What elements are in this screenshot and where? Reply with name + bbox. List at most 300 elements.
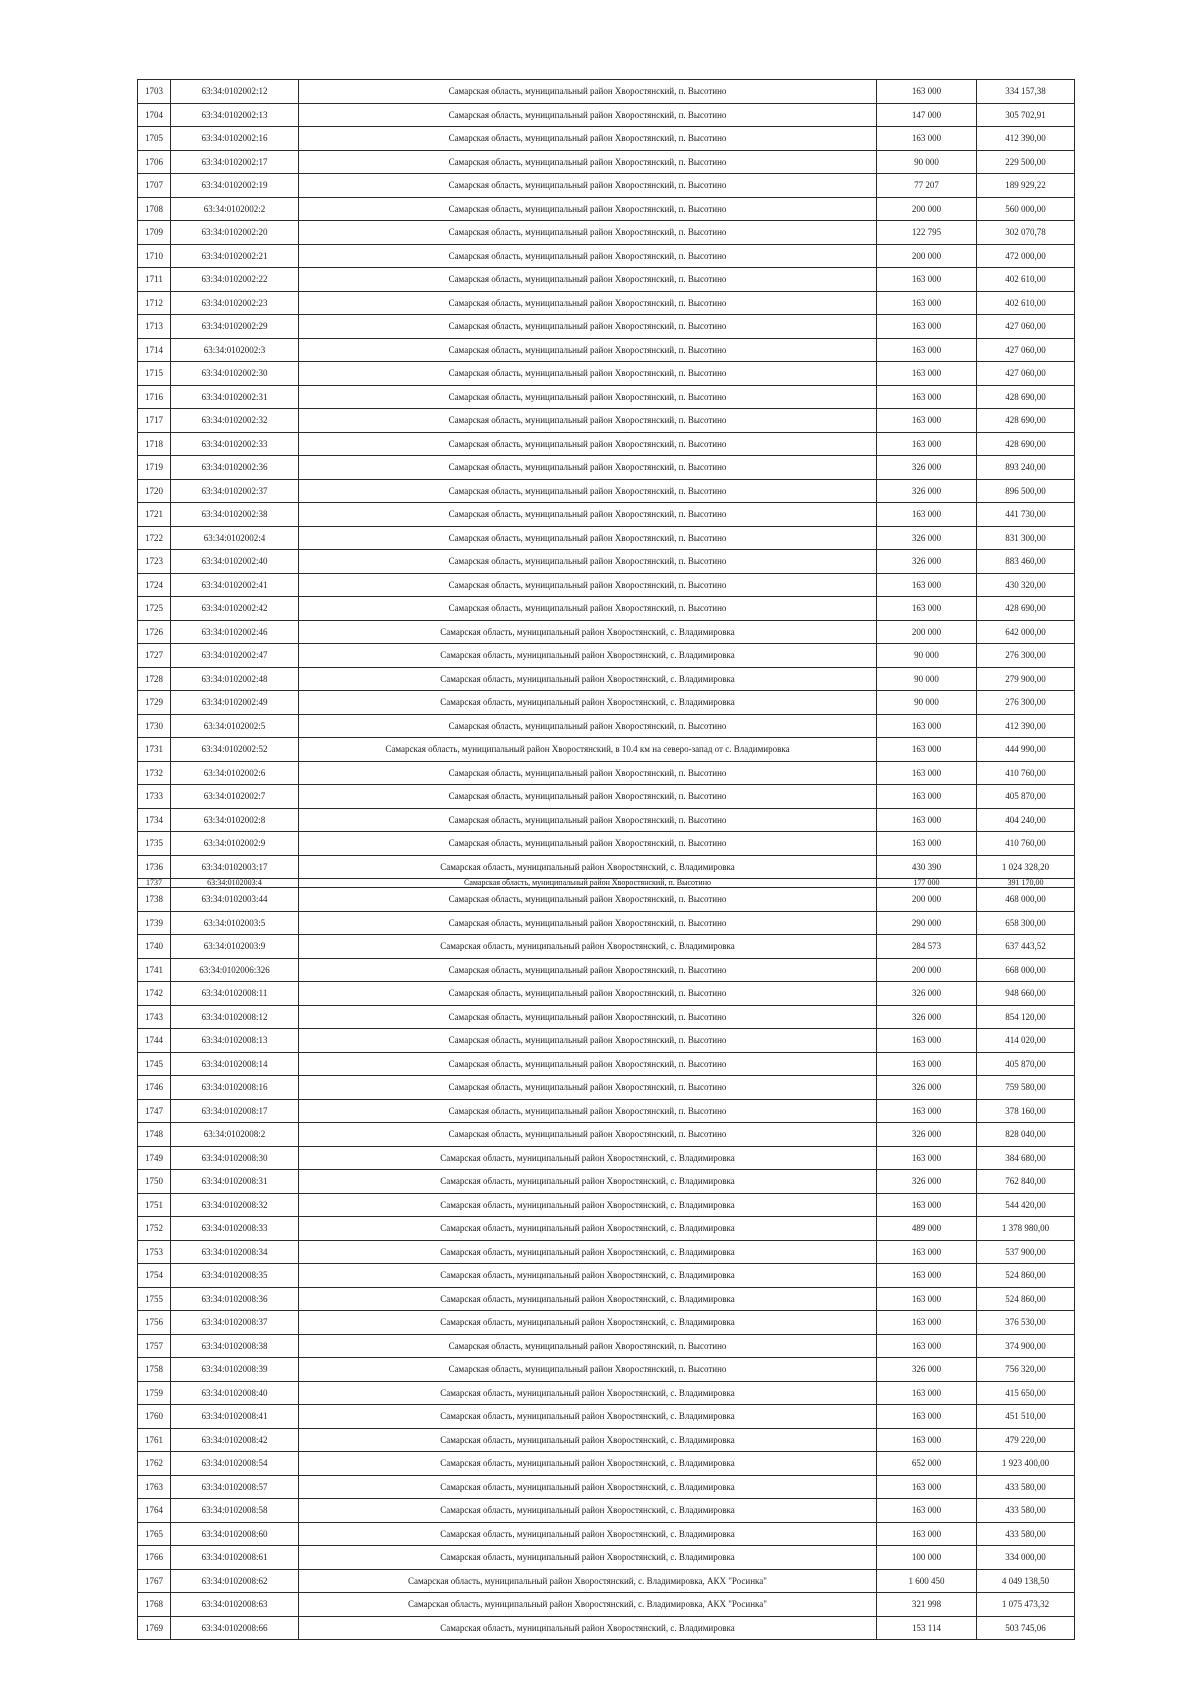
cadastral-value-cell: 410 760,00 <box>977 832 1075 856</box>
table-row <box>138 1405 1075 1429</box>
area-cell: 163 000 <box>877 1334 977 1358</box>
area-cell: 163 000 <box>877 832 977 856</box>
cadastral-value-cell: 1 378 980,00 <box>977 1217 1075 1241</box>
row-number-cell: 1750 <box>138 1170 171 1194</box>
cadastral-number-cell: 63:34:0102003:4 <box>171 879 299 888</box>
row-number-cell: 1706 <box>138 150 171 174</box>
row-number-cell: 1735 <box>138 832 171 856</box>
cadastral-value-cell: 441 730,00 <box>977 503 1075 527</box>
address-cell: Самарская область, муниципальный район Хворостянский, п. Высотино <box>299 958 877 982</box>
table-row <box>138 785 1075 809</box>
cadastral-number-cell: 63:34:0102008:41 <box>171 1405 299 1429</box>
area-cell: 163 000 <box>877 432 977 456</box>
address-cell: Самарская область, муниципальный район Хворостянский, с. Владимировка <box>299 1311 877 1335</box>
row-number-cell: 1713 <box>138 315 171 339</box>
row-number-cell: 1765 <box>138 1522 171 1546</box>
row-number-cell: 1761 <box>138 1428 171 1452</box>
cadastral-value-cell: 642 000,00 <box>977 620 1075 644</box>
table-row <box>138 667 1075 691</box>
address-cell: Самарская область, муниципальный район Хворостянский, с. Владимировка <box>299 1240 877 1264</box>
row-number-cell: 1768 <box>138 1593 171 1617</box>
address-cell: Самарская область, муниципальный район Хворостянский, п. Высотино <box>299 761 877 785</box>
area-cell: 163 000 <box>877 1099 977 1123</box>
table-row <box>138 103 1075 127</box>
row-number-cell: 1725 <box>138 597 171 621</box>
row-number-cell: 1715 <box>138 362 171 386</box>
row-number-cell: 1769 <box>138 1616 171 1640</box>
address-cell: Самарская область, муниципальный район Хворостянский, п. Высотино <box>299 1123 877 1147</box>
address-cell: Самарская область, муниципальный район Хворостянский, с. Владимировка <box>299 1193 877 1217</box>
row-number-cell: 1717 <box>138 409 171 433</box>
cadastral-value-cell: 503 745,06 <box>977 1616 1075 1640</box>
row-number-cell: 1741 <box>138 958 171 982</box>
area-cell: 163 000 <box>877 808 977 832</box>
area-cell: 163 000 <box>877 503 977 527</box>
cadastral-number-cell: 63:34:0102003:9 <box>171 935 299 959</box>
area-cell: 163 000 <box>877 573 977 597</box>
row-number-cell: 1708 <box>138 197 171 221</box>
area-cell: 326 000 <box>877 479 977 503</box>
cadastral-number-cell: 63:34:0102008:36 <box>171 1287 299 1311</box>
row-number-cell: 1726 <box>138 620 171 644</box>
cadastral-number-cell: 63:34:0102002:5 <box>171 714 299 738</box>
cadastral-number-cell: 63:34:0102008:16 <box>171 1076 299 1100</box>
area-cell: 177 000 <box>877 879 977 888</box>
table-row <box>138 1475 1075 1499</box>
cadastral-value-cell: 428 690,00 <box>977 597 1075 621</box>
area-cell: 163 000 <box>877 338 977 362</box>
row-number-cell: 1740 <box>138 935 171 959</box>
cadastral-number-cell: 63:34:0102002:13 <box>171 103 299 127</box>
address-cell: Самарская область, муниципальный район Хворостянский, с. Владимировка <box>299 620 877 644</box>
area-cell: 77 207 <box>877 174 977 198</box>
area-cell: 163 000 <box>877 1499 977 1523</box>
cadastral-number-cell: 63:34:0102003:17 <box>171 855 299 879</box>
address-cell: Самарская область, муниципальный район Хворостянский, п. Высотино <box>299 808 877 832</box>
cadastral-number-cell: 63:34:0102002:42 <box>171 597 299 621</box>
address-cell: Самарская область, муниципальный район Хворостянский, п. Высотино <box>299 197 877 221</box>
table-row <box>138 1546 1075 1570</box>
row-number-cell: 1747 <box>138 1099 171 1123</box>
table-row <box>138 1005 1075 1029</box>
cadastral-value-cell: 428 690,00 <box>977 432 1075 456</box>
area-cell: 326 000 <box>877 1123 977 1147</box>
cadastral-number-cell: 63:34:0102002:9 <box>171 832 299 856</box>
table-row <box>138 1499 1075 1523</box>
address-cell: Самарская область, муниципальный район Хворостянский, с. Владимировка, АКХ "Росинка" <box>299 1569 877 1593</box>
cadastral-value-cell: 831 300,00 <box>977 526 1075 550</box>
cadastral-number-cell: 63:34:0102008:12 <box>171 1005 299 1029</box>
cadastral-number-cell: 63:34:0102003:44 <box>171 888 299 912</box>
cadastral-number-cell: 63:34:0102002:46 <box>171 620 299 644</box>
row-number-cell: 1727 <box>138 644 171 668</box>
cadastral-value-cell: 896 500,00 <box>977 479 1075 503</box>
row-number-cell: 1751 <box>138 1193 171 1217</box>
table-row <box>138 80 1075 104</box>
cadastral-number-cell: 63:34:0102002:48 <box>171 667 299 691</box>
table-row <box>138 888 1075 912</box>
area-cell: 147 000 <box>877 103 977 127</box>
cadastral-number-cell: 63:34:0102008:57 <box>171 1475 299 1499</box>
cadastral-value-cell: 402 610,00 <box>977 291 1075 315</box>
row-number-cell: 1743 <box>138 1005 171 1029</box>
table-row <box>138 1052 1075 1076</box>
table-row <box>138 338 1075 362</box>
area-cell: 163 000 <box>877 714 977 738</box>
area-cell: 163 000 <box>877 1522 977 1546</box>
cadastral-number-cell: 63:34:0102008:33 <box>171 1217 299 1241</box>
row-number-cell: 1739 <box>138 911 171 935</box>
cadastral-number-cell: 63:34:0102008:66 <box>171 1616 299 1640</box>
area-cell: 163 000 <box>877 268 977 292</box>
cadastral-number-cell: 63:34:0102008:13 <box>171 1029 299 1053</box>
cadastral-value-cell: 451 510,00 <box>977 1405 1075 1429</box>
cadastral-number-cell: 63:34:0102002:29 <box>171 315 299 339</box>
cadastral-number-cell: 63:34:0102002:6 <box>171 761 299 785</box>
table-row <box>138 1123 1075 1147</box>
cadastral-number-cell: 63:34:0102002:21 <box>171 244 299 268</box>
table-row <box>138 221 1075 245</box>
table-row <box>138 738 1075 762</box>
cadastral-number-cell: 63:34:0102002:41 <box>171 573 299 597</box>
area-cell: 200 000 <box>877 244 977 268</box>
cadastral-value-cell: 948 660,00 <box>977 982 1075 1006</box>
area-cell: 163 000 <box>877 1428 977 1452</box>
cadastral-number-cell: 63:34:0102008:38 <box>171 1334 299 1358</box>
address-cell: Самарская область, муниципальный район Хворостянский, с. Владимировка <box>299 1170 877 1194</box>
area-cell: 163 000 <box>877 127 977 151</box>
address-cell: Самарская область, муниципальный район Хворостянский, п. Высотино <box>299 888 877 912</box>
address-cell: Самарская область, муниципальный район Хворостянский, п. Высотино <box>299 597 877 621</box>
address-cell: Самарская область, муниципальный район Хворостянский, с. Владимировка <box>299 855 877 879</box>
table-row <box>138 832 1075 856</box>
address-cell: Самарская область, муниципальный район Хворостянский, п. Высотино <box>299 221 877 245</box>
row-number-cell: 1736 <box>138 855 171 879</box>
table-row <box>138 982 1075 1006</box>
cadastral-number-cell: 63:34:0102008:35 <box>171 1264 299 1288</box>
cadastral-value-cell: 415 650,00 <box>977 1381 1075 1405</box>
area-cell: 163 000 <box>877 1193 977 1217</box>
cadastral-number-cell: 63:34:0102002:3 <box>171 338 299 362</box>
row-number-cell: 1728 <box>138 667 171 691</box>
cadastral-value-cell: 444 990,00 <box>977 738 1075 762</box>
table-row <box>138 644 1075 668</box>
row-number-cell: 1716 <box>138 385 171 409</box>
area-cell: 163 000 <box>877 1146 977 1170</box>
cadastral-value-cell: 524 860,00 <box>977 1264 1075 1288</box>
address-cell: Самарская область, муниципальный район Хворостянский, п. Высотино <box>299 362 877 386</box>
cadastral-number-cell: 63:34:0102002:17 <box>171 150 299 174</box>
table-row <box>138 409 1075 433</box>
area-cell: 90 000 <box>877 667 977 691</box>
cadastral-number-cell: 63:34:0102008:2 <box>171 1123 299 1147</box>
table-row <box>138 1452 1075 1476</box>
address-cell: Самарская область, муниципальный район Хворостянский, п. Высотино <box>299 785 877 809</box>
area-cell: 326 000 <box>877 1076 977 1100</box>
cadastral-value-cell: 412 390,00 <box>977 714 1075 738</box>
cadastral-number-cell: 63:34:0102002:16 <box>171 127 299 151</box>
table-row <box>138 315 1075 339</box>
row-number-cell: 1759 <box>138 1381 171 1405</box>
row-number-cell: 1757 <box>138 1334 171 1358</box>
table-row <box>138 1311 1075 1335</box>
table-row <box>138 1264 1075 1288</box>
area-cell: 163 000 <box>877 385 977 409</box>
address-cell: Самарская область, муниципальный район Хворостянский, с. Владимировка <box>299 935 877 959</box>
row-number-cell: 1732 <box>138 761 171 785</box>
cadastral-value-cell: 428 690,00 <box>977 385 1075 409</box>
cadastral-value-cell: 468 000,00 <box>977 888 1075 912</box>
cadastral-value-cell: 229 500,00 <box>977 150 1075 174</box>
cadastral-number-cell: 63:34:0102008:60 <box>171 1522 299 1546</box>
cadastral-number-cell: 63:34:0102006:326 <box>171 958 299 982</box>
cadastral-value-cell: 428 690,00 <box>977 409 1075 433</box>
row-number-cell: 1705 <box>138 127 171 151</box>
cadastral-value-cell: 384 680,00 <box>977 1146 1075 1170</box>
address-cell: Самарская область, муниципальный район Хворостянский, п. Высотино <box>299 1334 877 1358</box>
row-number-cell: 1753 <box>138 1240 171 1264</box>
address-cell: Самарская область, муниципальный район Хворостянский, с. Владимировка, АКХ "Росинка" <box>299 1593 877 1617</box>
row-number-cell: 1712 <box>138 291 171 315</box>
cadastral-number-cell: 63:34:0102002:37 <box>171 479 299 503</box>
row-number-cell: 1758 <box>138 1358 171 1382</box>
area-cell: 326 000 <box>877 1358 977 1382</box>
table-row <box>138 935 1075 959</box>
cadastral-value-cell: 427 060,00 <box>977 315 1075 339</box>
address-cell: Самарская область, муниципальный район Хворостянский, п. Высотино <box>299 409 877 433</box>
cadastral-value-cell: 883 460,00 <box>977 550 1075 574</box>
cadastral-number-cell: 63:34:0102002:36 <box>171 456 299 480</box>
cadastral-number-cell: 63:34:0102008:34 <box>171 1240 299 1264</box>
area-cell: 163 000 <box>877 1287 977 1311</box>
area-cell: 284 573 <box>877 935 977 959</box>
row-number-cell: 1748 <box>138 1123 171 1147</box>
cadastral-number-cell: 63:34:0102002:20 <box>171 221 299 245</box>
table-row <box>138 597 1075 621</box>
cadastral-value-cell: 759 580,00 <box>977 1076 1075 1100</box>
area-cell: 163 000 <box>877 1475 977 1499</box>
table-row <box>138 573 1075 597</box>
table-row <box>138 879 1075 888</box>
area-cell: 163 000 <box>877 315 977 339</box>
cadastral-value-cell: 404 240,00 <box>977 808 1075 832</box>
table-row <box>138 1569 1075 1593</box>
area-cell: 163 000 <box>877 1381 977 1405</box>
cadastral-value-cell: 405 870,00 <box>977 785 1075 809</box>
address-cell: Самарская область, муниципальный район Хворостянский, с. Владимировка <box>299 1405 877 1429</box>
cadastral-value-cell: 374 900,00 <box>977 1334 1075 1358</box>
address-cell: Самарская область, муниципальный район Хворостянский, с. Владимировка <box>299 1428 877 1452</box>
cadastral-value-cell: 334 157,38 <box>977 80 1075 104</box>
table-row <box>138 808 1075 832</box>
cadastral-number-cell: 63:34:0102002:33 <box>171 432 299 456</box>
table-row <box>138 150 1075 174</box>
address-cell: Самарская область, муниципальный район Хворостянский, в 10.4 км на северо-запад от с. Владимировка <box>299 738 877 762</box>
address-cell: Самарская область, муниципальный район Хворостянский, п. Высотино <box>299 315 877 339</box>
cadastral-number-cell: 63:34:0102002:19 <box>171 174 299 198</box>
cadastral-value-cell: 668 000,00 <box>977 958 1075 982</box>
address-cell: Самарская область, муниципальный район Хворостянский, п. Высотино <box>299 150 877 174</box>
table-row <box>138 362 1075 386</box>
table-row <box>138 1616 1075 1640</box>
table-row <box>138 479 1075 503</box>
cadastral-number-cell: 63:34:0102008:30 <box>171 1146 299 1170</box>
table-row <box>138 1381 1075 1405</box>
area-cell: 489 000 <box>877 1217 977 1241</box>
cadastral-value-cell: 479 220,00 <box>977 1428 1075 1452</box>
cadastral-number-cell: 63:34:0102002:40 <box>171 550 299 574</box>
cadastral-value-cell: 305 702,91 <box>977 103 1075 127</box>
row-number-cell: 1729 <box>138 691 171 715</box>
cadastral-value-cell: 537 900,00 <box>977 1240 1075 1264</box>
cadastral-number-cell: 63:34:0102008:42 <box>171 1428 299 1452</box>
table-row <box>138 1287 1075 1311</box>
area-cell: 163 000 <box>877 1052 977 1076</box>
row-number-cell: 1724 <box>138 573 171 597</box>
cadastral-number-cell: 63:34:0102002:22 <box>171 268 299 292</box>
table-row <box>138 1146 1075 1170</box>
row-number-cell: 1720 <box>138 479 171 503</box>
row-number-cell: 1746 <box>138 1076 171 1100</box>
table-row <box>138 197 1075 221</box>
area-cell: 652 000 <box>877 1452 977 1476</box>
address-cell: Самарская область, муниципальный район Хворостянский, п. Высотино <box>299 832 877 856</box>
table-body <box>138 80 1075 1640</box>
address-cell: Самарская область, муниципальный район Хворостянский, п. Высотино <box>299 80 877 104</box>
address-cell: Самарская область, муниципальный район Хворостянский, с. Владимировка <box>299 667 877 691</box>
cadastral-value-cell: 405 870,00 <box>977 1052 1075 1076</box>
row-number-cell: 1730 <box>138 714 171 738</box>
cadastral-number-cell: 63:34:0102002:52 <box>171 738 299 762</box>
area-cell: 200 000 <box>877 620 977 644</box>
row-number-cell: 1734 <box>138 808 171 832</box>
row-number-cell: 1723 <box>138 550 171 574</box>
address-cell: Самарская область, муниципальный район Хворостянский, п. Высотино <box>299 385 877 409</box>
area-cell: 163 000 <box>877 291 977 315</box>
area-cell: 290 000 <box>877 911 977 935</box>
table-row <box>138 456 1075 480</box>
table-row <box>138 855 1075 879</box>
cadastral-value-cell: 427 060,00 <box>977 338 1075 362</box>
table-row <box>138 291 1075 315</box>
row-number-cell: 1752 <box>138 1217 171 1241</box>
row-number-cell: 1738 <box>138 888 171 912</box>
table-row <box>138 503 1075 527</box>
cadastral-value-cell: 1 075 473,32 <box>977 1593 1075 1617</box>
area-cell: 163 000 <box>877 785 977 809</box>
address-cell: Самарская область, муниципальный район Хворостянский, с. Владимировка <box>299 1264 877 1288</box>
cadastral-value-cell: 560 000,00 <box>977 197 1075 221</box>
table-row <box>138 620 1075 644</box>
area-cell: 153 114 <box>877 1616 977 1640</box>
row-number-cell: 1745 <box>138 1052 171 1076</box>
address-cell: Самарская область, муниципальный район Хворостянский, п. Высотино <box>299 714 877 738</box>
row-number-cell: 1754 <box>138 1264 171 1288</box>
cadastral-number-cell: 63:34:0102008:32 <box>171 1193 299 1217</box>
cadastral-value-cell: 376 530,00 <box>977 1311 1075 1335</box>
cadastral-number-cell: 63:34:0102002:31 <box>171 385 299 409</box>
address-cell: Самарская область, муниципальный район Хворостянский, п. Высотино <box>299 879 877 888</box>
row-number-cell: 1731 <box>138 738 171 762</box>
table-row <box>138 1193 1075 1217</box>
cadastral-value-cell: 637 443,52 <box>977 935 1075 959</box>
table-row <box>138 1593 1075 1617</box>
cadastral-value-cell: 854 120,00 <box>977 1005 1075 1029</box>
table-row <box>138 1099 1075 1123</box>
cadastral-number-cell: 63:34:0102008:37 <box>171 1311 299 1335</box>
area-cell: 163 000 <box>877 738 977 762</box>
cadastral-number-cell: 63:34:0102002:7 <box>171 785 299 809</box>
cadastral-value-cell: 658 300,00 <box>977 911 1075 935</box>
area-cell: 326 000 <box>877 456 977 480</box>
address-cell: Самарская область, муниципальный район Хворостянский, с. Владимировка <box>299 1616 877 1640</box>
address-cell: Самарская область, муниципальный район Хворостянский, с. Владимировка <box>299 1381 877 1405</box>
row-number-cell: 1764 <box>138 1499 171 1523</box>
table-row <box>138 1358 1075 1382</box>
table-row <box>138 1522 1075 1546</box>
address-cell: Самарская область, муниципальный район Хворостянский, с. Владимировка <box>299 691 877 715</box>
address-cell: Самарская область, муниципальный район Хворостянский, п. Высотино <box>299 432 877 456</box>
cadastral-value-cell: 402 610,00 <box>977 268 1075 292</box>
address-cell: Самарская область, муниципальный район Хворостянский, п. Высотино <box>299 503 877 527</box>
address-cell: Самарская область, муниципальный район Хворостянский, с. Владимировка <box>299 644 877 668</box>
land-plots-table <box>137 79 1075 1640</box>
cadastral-value-cell: 414 020,00 <box>977 1029 1075 1053</box>
cadastral-value-cell: 4 049 138,50 <box>977 1569 1075 1593</box>
table-row <box>138 1428 1075 1452</box>
cadastral-number-cell: 63:34:0102008:14 <box>171 1052 299 1076</box>
row-number-cell: 1756 <box>138 1311 171 1335</box>
area-cell: 122 795 <box>877 221 977 245</box>
cadastral-number-cell: 63:34:0102002:32 <box>171 409 299 433</box>
area-cell: 163 000 <box>877 1264 977 1288</box>
address-cell: Самарская область, муниципальный район Хворостянский, с. Владимировка <box>299 1546 877 1570</box>
area-cell: 163 000 <box>877 409 977 433</box>
cadastral-value-cell: 762 840,00 <box>977 1170 1075 1194</box>
row-number-cell: 1710 <box>138 244 171 268</box>
table-row <box>138 761 1075 785</box>
area-cell: 1 600 450 <box>877 1569 977 1593</box>
area-cell: 163 000 <box>877 1405 977 1429</box>
table-row <box>138 526 1075 550</box>
table-row <box>138 127 1075 151</box>
table-row <box>138 1334 1075 1358</box>
row-number-cell: 1742 <box>138 982 171 1006</box>
row-number-cell: 1703 <box>138 80 171 104</box>
area-cell: 100 000 <box>877 1546 977 1570</box>
address-cell: Самарская область, муниципальный район Хворостянский, п. Высотино <box>299 338 877 362</box>
cadastral-number-cell: 63:34:0102002:8 <box>171 808 299 832</box>
address-cell: Самарская область, муниципальный район Хворостянский, с. Владимировка <box>299 1217 877 1241</box>
cadastral-value-cell: 378 160,00 <box>977 1099 1075 1123</box>
area-cell: 200 000 <box>877 888 977 912</box>
cadastral-value-cell: 279 900,00 <box>977 667 1075 691</box>
cadastral-number-cell: 63:34:0102008:40 <box>171 1381 299 1405</box>
cadastral-number-cell: 63:34:0102002:47 <box>171 644 299 668</box>
table-row <box>138 1240 1075 1264</box>
row-number-cell: 1749 <box>138 1146 171 1170</box>
address-cell: Самарская область, муниципальный район Хворостянский, п. Высотино <box>299 291 877 315</box>
address-cell: Самарская область, муниципальный район Хворостянский, п. Высотино <box>299 1358 877 1382</box>
cadastral-value-cell: 430 320,00 <box>977 573 1075 597</box>
cadastral-number-cell: 63:34:0102002:23 <box>171 291 299 315</box>
row-number-cell: 1755 <box>138 1287 171 1311</box>
cadastral-value-cell: 427 060,00 <box>977 362 1075 386</box>
cadastral-value-cell: 276 300,00 <box>977 691 1075 715</box>
address-cell: Самарская область, муниципальный район Хворостянский, п. Высотино <box>299 573 877 597</box>
row-number-cell: 1733 <box>138 785 171 809</box>
cadastral-value-cell: 524 860,00 <box>977 1287 1075 1311</box>
